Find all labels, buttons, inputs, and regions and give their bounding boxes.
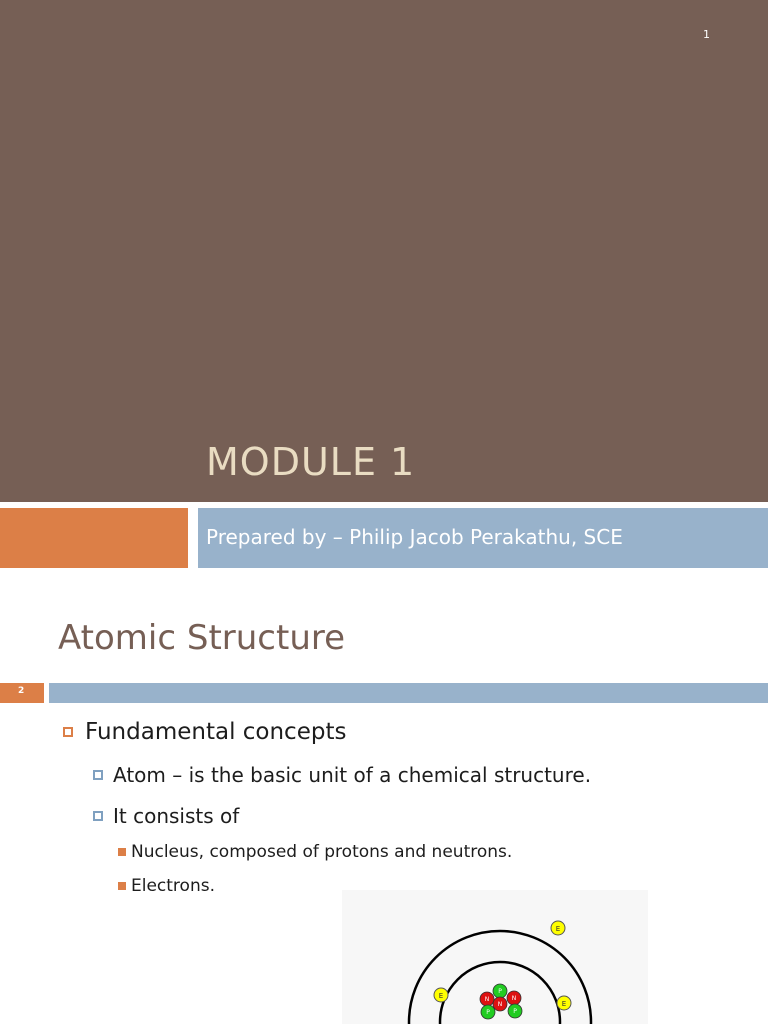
slide-subtitle: Prepared by – Philip Jacob Perakathu, SCE [206,525,623,549]
electron-label: E [555,925,561,933]
slide-number: 1 [703,28,710,41]
bullet-text: Atom – is the basic unit of a chemical structure. [113,763,592,787]
slide-number: 2 [18,686,25,696]
electron [557,996,571,1010]
proton [493,984,507,998]
neutron [480,992,494,1006]
slide-heading: Atomic Structure [58,618,346,658]
proton-label: P [486,1009,490,1016]
electron [551,921,565,935]
bullet-text: Electrons. [131,876,215,896]
proton [508,1004,522,1018]
proton-label: P [498,988,502,995]
bullet-level-2 [93,763,591,787]
bullet-text: Fundamental concepts [85,719,347,745]
proton [481,1005,495,1019]
accent-block-orange [0,508,188,568]
neutron-label: N [484,996,490,1003]
neutron [507,991,521,1005]
electron-label: E [438,992,444,1000]
bullet-text: It consists of [113,804,240,828]
neutron [493,997,507,1011]
bullet-level-1 [63,719,346,745]
atom-diagram-svg [342,890,648,1024]
neutron-label: N [511,995,517,1002]
nucleus [480,984,522,1019]
subtitle-bar [198,508,768,568]
bullet-level-3 [118,842,512,862]
content-slide [0,568,768,1024]
bullet-square-icon [93,811,103,821]
bullet-square-icon [118,848,126,856]
neutron-label: N [497,1001,503,1008]
bullet-square-icon [63,727,73,737]
atom-diagram [342,890,648,1024]
electron [434,988,448,1002]
proton-label: P [513,1008,517,1015]
bullet-text: Nucleus, composed of protons and neutrons. [131,842,513,862]
header-bar [49,683,768,703]
bullet-square-icon [118,882,126,890]
bullet-level-2 [93,804,239,828]
bullet-level-3 [118,876,215,896]
slide-title: MODULE 1 [206,440,416,484]
electron-label: E [561,1000,567,1008]
slide-number-badge [0,683,44,703]
bullet-square-icon [93,770,103,780]
title-area [0,0,768,502]
